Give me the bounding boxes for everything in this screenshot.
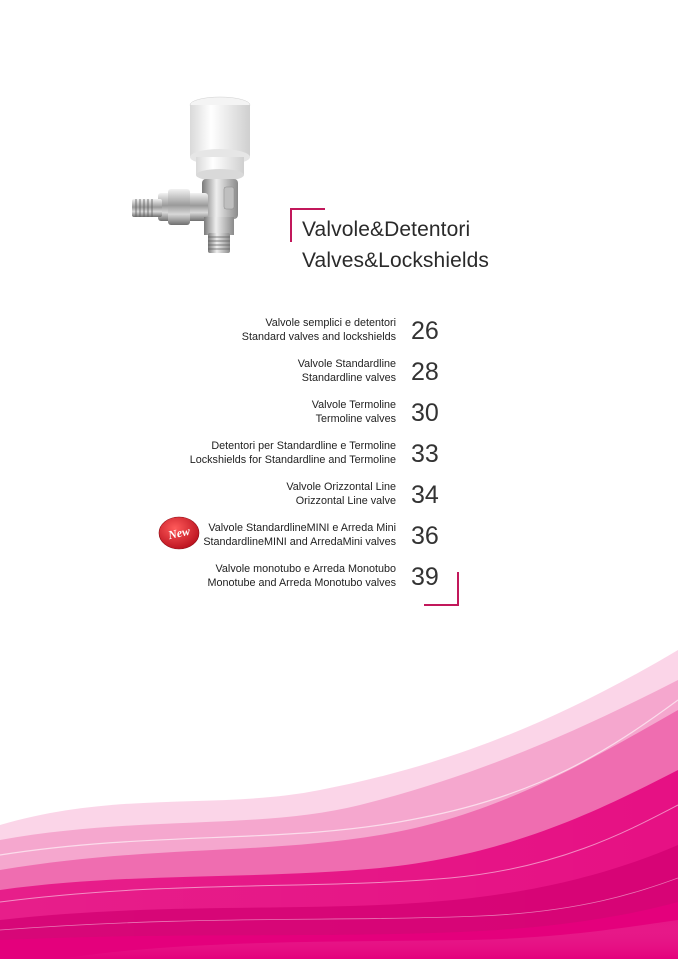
toc-entry[interactable] (150, 316, 450, 352)
toc-corner-bracket (424, 572, 459, 606)
toc-page-number: 28 (411, 358, 439, 386)
section-title-english: Valves&Lockshields (302, 249, 490, 272)
radiator-valve-image (128, 95, 258, 265)
decorative-wave-background (0, 640, 678, 959)
toc-page-number: 26 (411, 317, 439, 345)
toc-entry-italian: Valvole semplici e detentori (265, 317, 396, 329)
new-badge (158, 515, 200, 551)
toc-page-number: 39 (411, 563, 439, 591)
toc-entry-english: Orizzontal Line valve (295, 495, 396, 507)
toc-entry-english: Termoline valves (315, 413, 396, 425)
toc-entry-english: Standard valves and lockshields (241, 331, 396, 343)
toc-entry[interactable] (150, 562, 450, 598)
toc-entry-italian: Valvole monotubo e Arreda Monotubo (215, 563, 396, 575)
toc-entry-english: Monotube and Arreda Monotubo valves (207, 577, 396, 589)
toc-entry[interactable] (150, 398, 450, 434)
toc-entry-italian: Valvole Orizzontal Line (286, 481, 396, 493)
toc-page-number: 30 (411, 399, 439, 427)
section-title-italian: Valvole&Detentori (302, 218, 471, 241)
toc-entry[interactable] (150, 439, 450, 475)
toc-entry-italian: Valvole Standardline (297, 358, 396, 370)
toc-entry[interactable] (150, 480, 450, 516)
toc-entry[interactable] (150, 357, 450, 393)
toc-entry-english: Standardline valves (301, 372, 396, 384)
toc-entry-english: StandardlineMINI and ArredaMini valves (203, 536, 396, 548)
toc-page-number: 33 (411, 440, 439, 468)
toc-page-number: 36 (411, 522, 439, 550)
toc-entry-italian: Detentori per Standardline e Termoline (211, 440, 396, 452)
toc-entry-italian: Valvole Termoline (311, 399, 396, 411)
toc-entry-italian: Valvole StandardlineMINI e Arreda Mini (208, 522, 396, 534)
toc-page-number: 34 (411, 481, 439, 509)
new-badge-label: New (166, 523, 192, 543)
toc-entry-english: Lockshields for Standardline and Termoline (189, 454, 396, 466)
